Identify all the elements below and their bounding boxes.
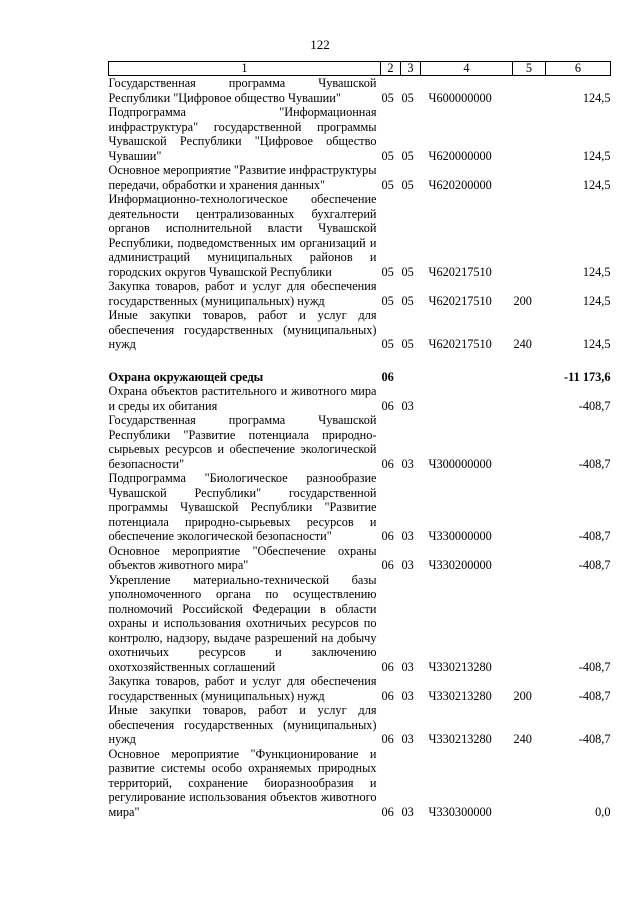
row-target-article bbox=[421, 384, 513, 413]
row-expense-type bbox=[513, 370, 546, 385]
row-name: Подпрограмма "Биологическое разнообразие Чувашской Республики" государственной программы Чувашской Республики "Развитие потенциала природно-сырьевых ресурсов и обеспечение экологической безопасности" bbox=[108, 471, 377, 543]
row-name: Иные закупки товаров, работ и услуг для обеспечения государственных (муниципальных) нужд bbox=[108, 308, 377, 351]
row-name: Охрана окружающей среды bbox=[108, 369, 264, 384]
header-col-5: 5 bbox=[513, 62, 546, 76]
row-sum: -408,7 bbox=[578, 732, 611, 746]
row-subsection bbox=[401, 370, 421, 385]
header-col-4: 4 bbox=[421, 62, 513, 76]
table-row bbox=[109, 370, 611, 385]
row-target-article: Ч330000000 bbox=[428, 529, 492, 543]
row-expense-type: 240 bbox=[513, 337, 532, 351]
row-section: 06 bbox=[381, 804, 394, 819]
row-section: 06 bbox=[381, 456, 394, 471]
header-col-1: 1 bbox=[109, 62, 381, 76]
table-body bbox=[109, 76, 611, 820]
row-name: Основное мероприятие "Обеспечение охраны объектов животного мира" bbox=[108, 543, 377, 572]
row-target-article: Ч620217510 bbox=[428, 337, 492, 351]
table-row bbox=[109, 384, 611, 413]
row-name: Охрана объектов растительного и животного мира и среды их обитания bbox=[108, 384, 377, 413]
row-expense-type bbox=[513, 544, 546, 573]
row-section: 05 bbox=[381, 177, 394, 192]
row-target-article: Ч300000000 bbox=[428, 456, 492, 471]
spacer-cell bbox=[109, 352, 611, 370]
row-sum: 124,5 bbox=[582, 264, 611, 279]
row-target-article: Ч330213280 bbox=[428, 659, 492, 674]
row-target-article: Ч600000000 bbox=[428, 90, 492, 105]
row-sum: -408,7 bbox=[578, 688, 611, 703]
row-name: Подпрограмма "Информационная инфраструктура" государственной программы Чувашской Республики "Цифровое общество Чувашии" bbox=[108, 105, 377, 163]
header-col-6: 6 bbox=[546, 62, 611, 76]
row-expense-type bbox=[513, 471, 546, 544]
row-expense-type: 240 bbox=[513, 732, 532, 746]
row-sum: 124,5 bbox=[582, 148, 611, 163]
row-subsection: 03 bbox=[401, 456, 414, 471]
row-sum: -408,7 bbox=[578, 398, 611, 413]
row-subsection: 05 bbox=[401, 264, 414, 279]
row-subsection: 03 bbox=[401, 558, 414, 572]
row-sum: -408,7 bbox=[578, 456, 611, 471]
row-section: 05 bbox=[381, 90, 394, 105]
row-subsection: 03 bbox=[401, 732, 414, 746]
row-sum: -408,7 bbox=[578, 659, 611, 674]
table-row bbox=[109, 76, 611, 106]
row-name: Укрепление материально-технической базы уполномоченного органа по осуществлению полномочий Российской Федерации в области охраны и использования охотничьих ресурсов по контролю, надзору, выдаче разрешений на добычу охотничьих ресурсов и заключению охотхозяйственных соглашений bbox=[108, 572, 377, 674]
table-row bbox=[109, 163, 611, 192]
row-section: 05 bbox=[381, 337, 394, 351]
row-sum: 0,0 bbox=[595, 804, 611, 819]
page-number: 122 bbox=[310, 37, 330, 52]
row-sum: -408,7 bbox=[578, 529, 611, 543]
row-subsection: 03 bbox=[401, 659, 414, 674]
row-expense-type bbox=[513, 413, 546, 471]
header-col-2: 2 bbox=[381, 62, 401, 76]
table-row bbox=[109, 308, 611, 352]
row-sum: 124,5 bbox=[582, 293, 611, 308]
row-target-article: Ч620000000 bbox=[428, 148, 492, 163]
row-name: Основное мероприятие "Функционирование и развитие системы особо охраняемых природных территорий, сохранение биоразнообразия и регулирование использования объектов животного мира" bbox=[108, 746, 377, 819]
row-expense-type: 200 bbox=[513, 688, 532, 703]
row-section: 05 bbox=[381, 293, 394, 308]
table-row bbox=[109, 413, 611, 471]
row-section: 05 bbox=[381, 264, 394, 279]
row-section: 06 bbox=[381, 398, 394, 413]
row-subsection: 03 bbox=[401, 529, 414, 543]
table-row bbox=[109, 279, 611, 308]
row-target-article: Ч620200000 bbox=[428, 177, 492, 192]
header-col-3: 3 bbox=[401, 62, 421, 76]
row-expense-type bbox=[513, 384, 546, 413]
row-name: Основное мероприятие "Развитие инфраструктуры передачи, обработки и хранения данных" bbox=[108, 163, 377, 192]
row-subsection: 03 bbox=[401, 398, 414, 413]
row-sum: 124,5 bbox=[582, 90, 611, 105]
row-expense-type: 200 bbox=[513, 293, 532, 308]
row-name: Иные закупки товаров, работ и услуг для обеспечения государственных (муниципальных) нужд bbox=[108, 703, 377, 746]
table-row bbox=[109, 471, 611, 544]
row-target-article: Ч620217510 bbox=[428, 293, 492, 308]
row-expense-type bbox=[513, 105, 546, 163]
table-row bbox=[109, 573, 611, 675]
table-row bbox=[109, 544, 611, 573]
row-subsection: 03 bbox=[401, 688, 414, 703]
row-target-article: Ч330213280 bbox=[428, 688, 492, 703]
row-section: 06 bbox=[381, 659, 394, 674]
row-subsection: 05 bbox=[401, 177, 414, 192]
row-name: Закупка товаров, работ и услуг для обеспечения государственных (муниципальных) нужд bbox=[108, 279, 377, 308]
row-subsection: 05 bbox=[401, 337, 414, 351]
row-expense-type bbox=[513, 163, 546, 192]
table-header bbox=[109, 62, 611, 76]
row-subsection: 03 bbox=[401, 804, 414, 819]
row-section: 06 bbox=[381, 732, 394, 746]
row-sum: 124,5 bbox=[582, 337, 611, 351]
row-section: 06 bbox=[381, 369, 394, 384]
table-row bbox=[109, 703, 611, 747]
row-subsection: 05 bbox=[401, 90, 414, 105]
row-name: Закупка товаров, работ и услуг для обеспечения государственных (муниципальных) нужд bbox=[108, 674, 377, 703]
row-section: 06 bbox=[381, 688, 394, 703]
row-name: Государственная программа Чувашской Республики "Цифровое общество Чувашии" bbox=[108, 76, 377, 105]
row-sum: 124,5 bbox=[582, 177, 611, 192]
table-row bbox=[109, 192, 611, 279]
row-expense-type bbox=[513, 76, 546, 106]
row-target-article: Ч330300000 bbox=[428, 804, 492, 819]
row-target-article: Ч330213280 bbox=[428, 732, 492, 746]
row-expense-type bbox=[513, 747, 546, 820]
table-row bbox=[109, 674, 611, 703]
row-subsection: 05 bbox=[401, 293, 414, 308]
row-name: Информационно-технологическое обеспечение деятельности централизованных бухгалтерий органов исполнительной власти Чувашской Республики, подведомственных им организаций и администраций муниципальных районов и городских округов Чувашской Республики bbox=[108, 192, 377, 279]
row-subsection: 05 bbox=[401, 148, 414, 163]
row-target-article: Ч330200000 bbox=[428, 558, 492, 572]
row-expense-type bbox=[513, 192, 546, 279]
table-row bbox=[109, 105, 611, 163]
budget-table bbox=[108, 61, 611, 819]
spacer-row bbox=[109, 352, 611, 370]
row-target-article: Ч620217510 bbox=[428, 264, 492, 279]
row-section: 05 bbox=[381, 148, 394, 163]
row-section: 06 bbox=[381, 558, 394, 572]
row-sum: -11 173,6 bbox=[564, 369, 611, 384]
row-target-article bbox=[421, 370, 513, 385]
row-sum: -408,7 bbox=[578, 558, 611, 572]
table-row bbox=[109, 747, 611, 820]
row-expense-type bbox=[513, 573, 546, 675]
row-name: Государственная программа Чувашской Республики "Развитие потенциала природно-сырьевых ресурсов и обеспечение экологической безопасности" bbox=[108, 413, 377, 471]
row-section: 06 bbox=[381, 529, 394, 543]
